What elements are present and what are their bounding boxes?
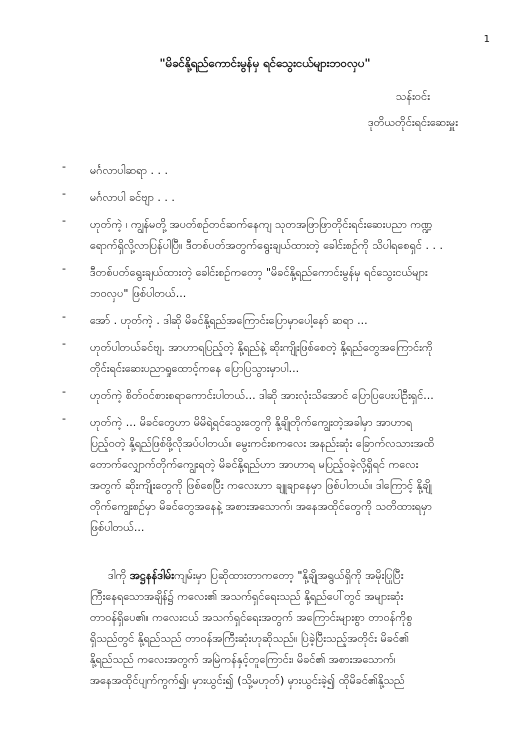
dialogue-item: - ဟုတ်ကဲ့ ၊ ကျွန်မတို့ အပတ်စဉ်တင်ဆက်နေကျ သုတအဖြာဖြာတိုင်းရင်းဆေးပညာ ကဏ္ဍ ရောက်ရှိလို့လာပြန်ပါပြီ။ ဒီတစ်ပတ်အတွက်ရွေးချယ်ထားတဲ့ ခေါင်းစဉ်ကို သိပါရစေရှင် . . .	[0, 214, 530, 256]
dialogue-list	[0, 160, 530, 544]
dialogue-line: ဒီတစ်ပတ်ရွေးချယ်ထားတဲ့ ခေါင်းစဉ်ကတော့ "မိခင်နို့ရည်ကောင်းမွန်မှ ရင်သွေးငယ်များ	[90, 266, 428, 279]
paragraph-after: ကျမ်းမှာ ပြဆိုထားတာကတော့ "နို့ချိုအရွယ်ရှိကို အမိုးပြုပြီး	[174, 569, 404, 582]
dialogue-line: ပြည့်ဝတဲ့ နို့ရည်ဖြစ်ဖို့လိုအပ်ပါတယ်။ မွေးကင်းစကလေး အနည်းဆုံး ခြောက်လသားအထိ	[90, 437, 435, 450]
author-name: သန်းဝင်း	[395, 90, 430, 103]
paragraph-line: နို့ရည်သည် ကလေးအတွက် အမြဲကန်နှင့်တူကြောင်း၊ မိခင်၏ အစားအသောက်၊	[90, 653, 396, 666]
dialogue-item: - မင်္ဂလာပါ ခင်ဗျာ . . .	[0, 187, 530, 208]
dialogue-line: ရောက်ရှိလို့လာပြန်ပါပြီ။ ဒီတစ်ပတ်အတွက်ရွေးချယ်ထားတဲ့ ခေါင်းစဉ်ကို သိပါရစေရှင် . . .	[90, 239, 443, 252]
dialogue-line: ဟုတ်ပါတယ်ခင်ဗျ. အာဟာရပြည့်တဲ့ နို့ရည်နဲ့ ဆိုးကျိုးဖြစ်စေတဲ့ နို့ရည်တွေအကြောင်းကို	[90, 341, 433, 354]
body-paragraph	[0, 565, 530, 691]
dialogue-line: ဘဝလှပ" ဖြစ်ပါတယ်...	[90, 287, 187, 300]
paragraph-line: ကြီးနေရသောအချိန်၌ ကလေး၏ အသက်ရှင်ရေးသည် နို့ရည်ပေါ်တွင် အများဆုံး	[90, 590, 404, 603]
dialogue-item: - မင်္ဂလာပါဆရာ . . .	[0, 160, 530, 181]
dialogue-item: - ဟုတ်ကဲ့ စိတ်ဝင်စားစရာကောင်းပါတယ်... ဒါဆို အားလုံးသိအောင် ပြောပြပေးပါဦးရှင်...	[0, 385, 530, 406]
dialogue-item: - ဒီတစ်ပတ်ရွေးချယ်ထားတဲ့ ခေါင်းစဉ်ကတော့ "မိခင်နို့ရည်ကောင်းမွန်မှ ရင်သွေးငယ်များ ဘဝလှပ" ဖြစ်ပါတယ်...	[0, 262, 530, 304]
dialogue-line: မင်္ဂလာပါဆရာ . . .	[90, 164, 169, 177]
dialogue-line: တိုက်ကျွေးစဉ်မှာ မိခင်တွေအနေနဲ့ အစားအသောက်၊ အနေအထိုင်တွေကို သတိထားရမှာ	[90, 500, 432, 513]
paragraph-lead: ဒါကို	[108, 569, 130, 582]
document-title: "မိခင်နို့ရည်ကောင်းမွန်မှ ရင်သွေးငယ်များဘဝလှပ"	[159, 56, 371, 70]
dialogue-line: တောက်လျှောက်တိုက်ကျွေးရတဲ့ မိခင်နို့ရည်ဟာ အာဟာရ မပြည့်ဝခဲ့လို့ရှိရင် ကလေး	[90, 458, 419, 471]
dialogue-line: ဟုတ်ကဲ့ စိတ်ဝင်စားစရာကောင်းပါတယ်... ဒါဆို အားလုံးသိအောင် ပြောပြပေးပါဦးရှင်...	[90, 389, 434, 402]
paragraph-line: အနေအထိုင်ပျက်ကွက်၍၊ မှားယွင်း၍ (သို့မဟုတ်) မှားယွင်းခဲ့၍ ထိုမိခင်၏နို့သည်	[90, 674, 405, 687]
dialogue-item: - ဟုတ်ကဲ့ ... မိခင်တွေဟာ မိမိရဲ့ရင်သွေးတွေကို နို့ချိုတိုက်ကျွေးတဲ့အခါမှာ အာဟာရ ပြည့်ဝတဲ့ နို့ရည်ဖြစ်ဖို့လိုအပ်ပါတယ်။ မွေးကင်းစကလေး အနည်းဆုံး ခြောက်လသားအထိ တောက်လျှောက်တိုက်ကျွေးရတဲ့ မိခင်နို့ရည်ဟာ အာဟာရ မပြည့်ဝခဲ့လို့ရှိရင် ကလေး အတွက် ဆိုးကျိုးတွေကို ဖြစ်စေပြီး ကလေးဟာ ချူချာနေမှာ ဖြစ်ပါတယ်။ ဒါကြောင့် နို့ချို တိုက်ကျွေးစဉ်မှာ မိခင်တွေအနေနဲ့ အစားအသောက်၊ အနေအထိုင်တွေကို သတိထားရမှာ ဖြစ်ပါတယ်...	[0, 412, 530, 538]
paragraph-line: တာဝန်ရှိပေ၏။ ကလေးငယ် အသက်ရှင်ရေးအတွက် အကြောင်းများစွာ တာဝန်ကိုစွ	[90, 611, 413, 624]
dialogue-line: တိုင်းရင်းဆေးပညာရှုထောင့်ကနေ ပြောပြသွားမှာပါ...	[90, 362, 300, 375]
source-title: အဋ္ဌနန်ဒါမ်း	[129, 569, 175, 582]
dialogue-line: ဟုတ်ကဲ့ ၊ ကျွန်မတို့ အပတ်စဉ်တင်ဆက်နေကျ သုတအဖြာဖြာတိုင်းရင်းဆေးပညာ ကဏ္ဍ	[90, 218, 433, 231]
paragraph-first-line	[90, 565, 485, 586]
dialogue-line: အတွက် ဆိုးကျိုးတွေကို ဖြစ်စေပြီး ကလေးဟာ ချူချာနေမှာ ဖြစ်ပါတယ်။ ဒါကြောင့် နို့ချို	[90, 479, 432, 492]
dialogue-line: အော် . ဟုတ်ကဲ့ . ဒါဆို မိခင်နို့ရည်အကြောင်းပြောမှာပေါ့နော် ဆရာ ...	[90, 314, 368, 327]
dialogue-item: - ဟုတ်ပါတယ်ခင်ဗျ. အာဟာရပြည့်တဲ့ နို့ရည်နဲ့ ဆိုးကျိုးဖြစ်စေတဲ့ နို့ရည်တွေအကြောင်းကို တိုင်းရင်းဆေးပညာရှုထောင့်ကနေ ပြောပြသွားမှာပါ...	[0, 337, 530, 379]
paragraph-line: ရှိသည်တွင် နို့ရည်သည် တာဝန်အကြီးဆုံးဟုဆိုသည်။ ပြဲခဲ့ပြီးသည့်အတိုင်း မိခင်၏	[90, 632, 409, 645]
dialogue-line: ဟုတ်ကဲ့ ... မိခင်တွေဟာ မိမိရဲ့ရင်သွေးတွေကို နို့ချိုတိုက်ကျွေးတဲ့အခါမှာ အာဟာရ	[90, 416, 413, 429]
dialogue-item: - အော် . ဟုတ်ကဲ့ . ဒါဆို မိခင်နို့ရည်အကြောင်းပြောမှာပေါ့နော် ဆရာ ...	[0, 310, 530, 331]
author-affiliation: ဒုတိယတိုင်းရင်းဆေးမှူး	[368, 116, 458, 129]
page-number: 1	[483, 34, 490, 45]
dialogue-line: မင်္ဂလာပါ ခင်ဗျာ . . .	[90, 191, 175, 204]
dialogue-line: ဖြစ်ပါတယ်...	[90, 521, 145, 534]
